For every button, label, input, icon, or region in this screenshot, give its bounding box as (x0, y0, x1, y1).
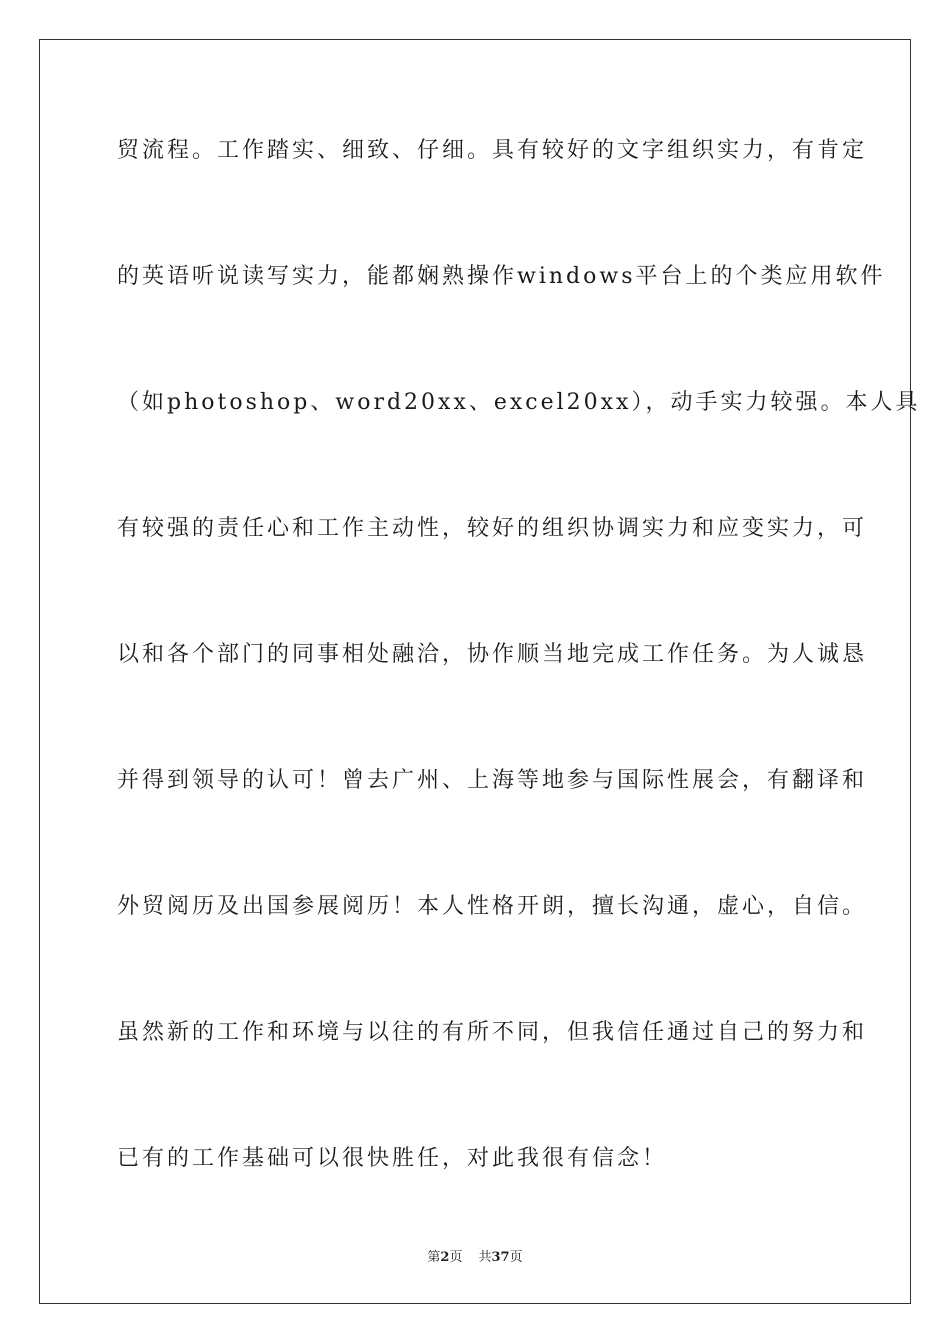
total-pages: 37 (491, 1250, 510, 1265)
text-line: 外贸阅历及出国参展阅历！本人性格开朗，擅长沟通，虚心，自信。 (117, 894, 868, 919)
text-line: 以和各个部门的同事相处融洽，协作顺当地完成工作任务。为人诚恳 (117, 642, 868, 667)
document-body (117, 120, 921, 1254)
text-line: 并得到领导的认可！曾去广州、上海等地参与国际性展会，有翻译和 (117, 768, 868, 793)
page-footer (0, 1246, 950, 1265)
text-line: 已有的工作基础可以很快胜任，对此我很有信念！ (117, 1146, 668, 1171)
text-line: （如photoshop、word20xx、excel20xx），动手实力较强。本人具 (117, 390, 921, 415)
page-suffix: 页 (449, 1250, 463, 1265)
text-line: 虽然新的工作和环境与以往的有所不同，但我信任通过自己的努力和 (117, 1020, 868, 1045)
total-suffix: 页 (509, 1250, 523, 1265)
text-line: 贸流程。工作踏实、细致、仔细。具有较好的文字组织实力，有肯定 (117, 138, 868, 163)
text-line: 的英语听说读写实力，能都娴熟操作windows平台上的个类应用软件 (117, 264, 886, 289)
total-prefix: 共 (478, 1250, 492, 1265)
page-number: 2 (440, 1250, 450, 1265)
text-line: 有较强的责任心和工作主动性，较好的组织协调实力和应变实力，可 (117, 516, 868, 541)
page-prefix: 第 (427, 1250, 441, 1265)
